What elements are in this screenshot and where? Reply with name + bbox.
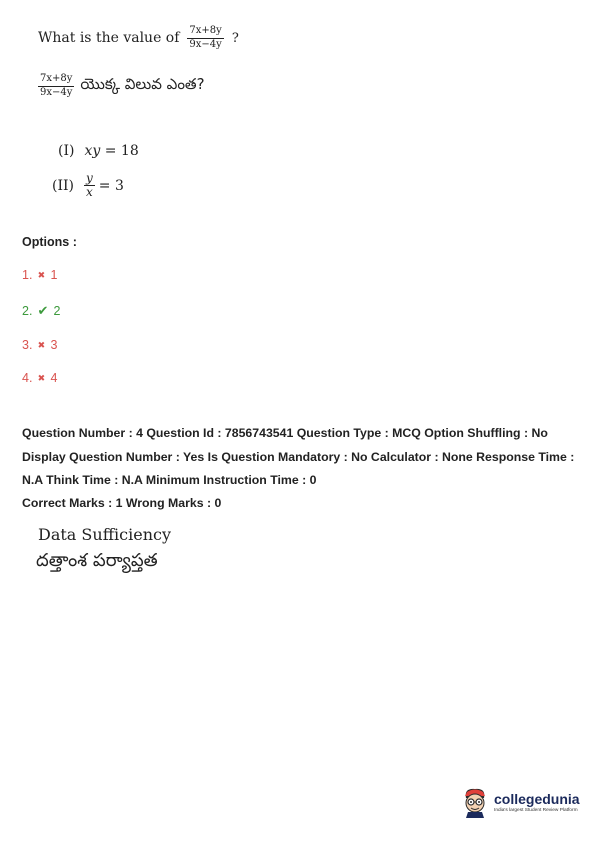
question-mark: ? [231, 30, 239, 46]
statement-rhs: = 18 [104, 143, 139, 159]
telugu-question-text: యొక్క విలువ ఎంత? [80, 75, 205, 93]
question-fraction [187, 26, 223, 50]
wrong-icon: ✖ [37, 372, 46, 383]
collegedunia-logo [460, 786, 580, 818]
option-number: 2. [22, 304, 33, 318]
fraction-numerator: y [85, 171, 93, 185]
statement-2 [52, 172, 124, 199]
telugu-fraction [38, 74, 74, 98]
statement-rhs: = 3 [98, 177, 124, 194]
option-1 [22, 268, 57, 282]
option-3 [22, 338, 57, 352]
option-value: 2 [53, 304, 61, 318]
section-title: Data Sufficiency [38, 525, 172, 544]
logo-tagline: India's largest Student Review Platform [494, 807, 578, 813]
statement-fraction [84, 172, 95, 199]
option-number: 3. [22, 338, 33, 352]
wrong-icon: ✖ [37, 269, 46, 280]
question-text [38, 26, 239, 50]
statement-label: (I) [58, 143, 75, 159]
correct-check-icon: ✔ [37, 303, 49, 318]
telugu-question [38, 74, 205, 98]
mascot-icon [460, 786, 490, 818]
fraction-numerator: 7x+8y [187, 26, 223, 39]
marks-info: Correct Marks : 1 Wrong Marks : 0 [22, 496, 222, 510]
statement-lhs: xy [84, 143, 101, 159]
statement-1 [58, 143, 139, 159]
option-2 [22, 303, 60, 319]
option-value: 1 [50, 268, 58, 282]
fraction-numerator: 7x+8y [38, 74, 74, 87]
statement-label: (II) [52, 177, 74, 194]
option-number: 4. [22, 371, 33, 385]
option-value: 3 [50, 338, 58, 352]
question-prefix: What is the value of [38, 30, 180, 46]
fraction-denominator: 9x−4y [189, 38, 222, 50]
section-title-telugu: దత్తాంశ పర్యాప్తత [36, 550, 158, 571]
question-metadata: Question Number : 4 Question Id : 7856743541 Question Type : MCQ Option Shuffling : No Display Question Number : Yes Is Question Mandatory : No Calculator : None Response Time : N.A Think Time : N.A Minimum Instruction Time : 0 [22, 426, 575, 487]
option-number: 1. [22, 268, 33, 282]
fraction-denominator: x [85, 185, 93, 200]
fraction-denominator: 9x−4y [40, 86, 73, 98]
option-value: 4 [50, 371, 58, 385]
option-4 [22, 371, 57, 385]
wrong-icon: ✖ [37, 339, 46, 350]
logo-wordmark: collegedunia [494, 790, 580, 807]
options-label: Options : [22, 235, 77, 249]
